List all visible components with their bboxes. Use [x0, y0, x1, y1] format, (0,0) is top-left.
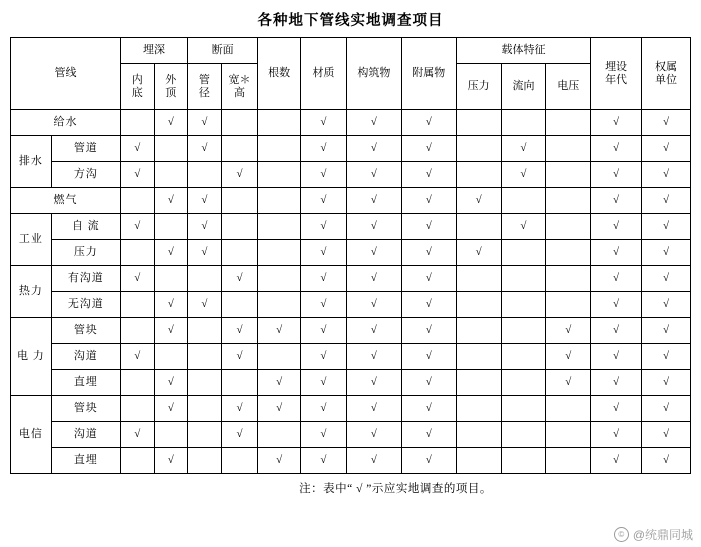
cell-checked: √	[120, 162, 154, 188]
header-col-mainiandai-line2: 年代	[605, 73, 628, 86]
cell-empty	[258, 188, 301, 214]
cell-checked: √	[642, 188, 691, 214]
cell-empty	[221, 292, 258, 318]
row-subcategory-label: 有沟道	[51, 266, 120, 292]
cell-checked: √	[401, 292, 456, 318]
header-col-quanshu-line1: 权属	[655, 61, 677, 74]
cell-checked: √	[642, 318, 691, 344]
cell-checked: √	[642, 344, 691, 370]
cell-checked: √	[301, 344, 347, 370]
cell-empty	[546, 110, 591, 136]
row-subcategory-label: 管道	[51, 136, 120, 162]
cell-checked: √	[591, 110, 642, 136]
header-col-kuangao	[221, 64, 258, 110]
cell-empty	[258, 240, 301, 266]
cell-empty	[501, 318, 546, 344]
cell-checked: √	[346, 214, 401, 240]
cell-empty	[456, 292, 501, 318]
cell-empty	[188, 344, 222, 370]
row-category-label: 给水	[11, 110, 121, 136]
cell-empty	[120, 396, 154, 422]
row-subcategory-label: 无沟道	[51, 292, 120, 318]
cell-checked: √	[188, 292, 222, 318]
cell-empty	[258, 292, 301, 318]
cell-empty	[258, 136, 301, 162]
cell-checked: √	[591, 162, 642, 188]
header-col-mainiandai	[591, 38, 642, 110]
cell-empty	[258, 214, 301, 240]
cell-empty	[221, 136, 258, 162]
cell-checked: √	[301, 110, 347, 136]
cell-empty	[258, 344, 301, 370]
header-group-zaititezheng: 载体特征	[456, 38, 590, 64]
cell-checked: √	[591, 370, 642, 396]
cell-empty	[120, 240, 154, 266]
cell-checked: √	[154, 448, 188, 474]
cell-checked: √	[346, 344, 401, 370]
header-col-guanjing-line1: 管	[198, 74, 210, 87]
row-category-label: 燃气	[11, 188, 121, 214]
cell-empty	[221, 110, 258, 136]
cell-empty	[258, 422, 301, 448]
cell-checked: √	[642, 214, 691, 240]
row-category-label: 排水	[11, 136, 52, 188]
cell-checked: √	[154, 292, 188, 318]
header-col-mainiandai-line1: 埋设	[605, 61, 628, 74]
cell-checked: √	[401, 214, 456, 240]
cell-checked: √	[591, 240, 642, 266]
cell-checked: √	[401, 370, 456, 396]
cell-empty	[120, 370, 154, 396]
cell-empty	[258, 110, 301, 136]
cell-checked: √	[301, 292, 347, 318]
header-col-gouzhuwu: 构筑物	[346, 38, 401, 110]
copyright-icon: ©	[614, 527, 629, 542]
cell-checked: √	[591, 422, 642, 448]
row-category-label: 热力	[11, 266, 52, 318]
cell-empty	[501, 110, 546, 136]
cell-empty	[154, 266, 188, 292]
cell-empty	[456, 162, 501, 188]
cell-empty	[456, 136, 501, 162]
row-subcategory-label: 方沟	[51, 162, 120, 188]
row-subcategory-label: 压力	[51, 240, 120, 266]
cell-checked: √	[346, 240, 401, 266]
cell-checked: √	[221, 266, 258, 292]
cell-checked: √	[456, 188, 501, 214]
header-col-yali: 压力	[456, 64, 501, 110]
cell-checked: √	[591, 344, 642, 370]
cell-empty	[221, 240, 258, 266]
cell-checked: √	[301, 162, 347, 188]
cell-empty	[188, 370, 222, 396]
cell-checked: √	[642, 370, 691, 396]
cell-checked: √	[120, 214, 154, 240]
cell-checked: √	[301, 136, 347, 162]
cell-checked: √	[301, 448, 347, 474]
row-subcategory-label: 管块	[51, 396, 120, 422]
row-subcategory-label: 直埋	[51, 370, 120, 396]
cell-empty	[188, 162, 222, 188]
cell-checked: √	[154, 396, 188, 422]
cell-empty	[258, 162, 301, 188]
cell-checked: √	[591, 318, 642, 344]
cell-empty	[546, 292, 591, 318]
cell-checked: √	[188, 240, 222, 266]
cell-checked: √	[401, 318, 456, 344]
cell-checked: √	[501, 214, 546, 240]
header-col-neidi-line1: 内	[131, 74, 143, 87]
cell-empty	[501, 292, 546, 318]
cell-checked: √	[346, 266, 401, 292]
cell-empty	[188, 422, 222, 448]
cell-checked: √	[346, 136, 401, 162]
table-row	[11, 136, 691, 162]
cell-checked: √	[546, 318, 591, 344]
cell-empty	[456, 396, 501, 422]
cell-empty	[120, 318, 154, 344]
cell-checked: √	[154, 318, 188, 344]
header-corner-label: 管线	[11, 38, 121, 110]
cell-empty	[258, 266, 301, 292]
cell-checked: √	[301, 318, 347, 344]
cell-checked: √	[154, 240, 188, 266]
cell-empty	[120, 188, 154, 214]
watermark-text: @统鼎同城	[632, 528, 693, 542]
cell-empty	[501, 422, 546, 448]
header-group-duanmian: 断面	[188, 38, 258, 64]
cell-checked: √	[120, 266, 154, 292]
table-row	[11, 188, 691, 214]
header-col-neidi-line2: 底	[131, 86, 143, 99]
cell-checked: √	[301, 240, 347, 266]
table-row	[11, 162, 691, 188]
cell-checked: √	[401, 266, 456, 292]
cell-empty	[546, 136, 591, 162]
cell-empty	[188, 266, 222, 292]
cell-empty	[154, 214, 188, 240]
cell-empty	[546, 396, 591, 422]
table-row	[11, 240, 691, 266]
cell-empty	[546, 162, 591, 188]
cell-checked: √	[591, 448, 642, 474]
cell-checked: √	[642, 240, 691, 266]
cell-checked: √	[346, 188, 401, 214]
cell-checked: √	[346, 162, 401, 188]
cell-checked: √	[154, 370, 188, 396]
header-col-genshu: 根数	[258, 38, 301, 110]
table-header	[11, 38, 691, 110]
cell-empty	[120, 110, 154, 136]
cell-checked: √	[642, 110, 691, 136]
cell-checked: √	[221, 396, 258, 422]
cell-empty	[501, 240, 546, 266]
cell-checked: √	[346, 110, 401, 136]
table-row	[11, 214, 691, 240]
cell-empty	[456, 110, 501, 136]
cell-checked: √	[154, 110, 188, 136]
cell-checked: √	[258, 448, 301, 474]
cell-checked: √	[188, 214, 222, 240]
cell-empty	[221, 370, 258, 396]
cell-checked: √	[346, 370, 401, 396]
cell-empty	[546, 422, 591, 448]
row-category-label: 电 力	[11, 318, 52, 396]
header-col-kuangao-line2: 高	[233, 86, 245, 99]
table-note: 注：表中“ √ ”示应实地调查的项目。	[299, 483, 492, 495]
watermark	[614, 526, 693, 543]
cell-empty	[188, 318, 222, 344]
cell-checked: √	[120, 136, 154, 162]
cell-empty	[501, 266, 546, 292]
cell-checked: √	[221, 344, 258, 370]
table-row	[11, 344, 691, 370]
cell-empty	[501, 396, 546, 422]
row-category-label: 工业	[11, 214, 52, 266]
header-col-neidi	[120, 64, 154, 110]
cell-checked: √	[401, 188, 456, 214]
page-title: 各种地下管线实地调查项目	[257, 13, 444, 29]
cell-checked: √	[188, 136, 222, 162]
cell-checked: √	[258, 396, 301, 422]
cell-checked: √	[346, 318, 401, 344]
cell-empty	[501, 344, 546, 370]
cell-empty	[221, 188, 258, 214]
cell-checked: √	[642, 448, 691, 474]
cell-checked: √	[642, 136, 691, 162]
table-row	[11, 292, 691, 318]
cell-checked: √	[401, 396, 456, 422]
cell-empty	[154, 136, 188, 162]
cell-empty	[546, 240, 591, 266]
cell-checked: √	[591, 188, 642, 214]
cell-empty	[456, 266, 501, 292]
cell-checked: √	[546, 370, 591, 396]
header-col-caizhi: 材质	[301, 38, 347, 110]
cell-empty	[546, 214, 591, 240]
cell-checked: √	[301, 214, 347, 240]
cell-empty	[501, 370, 546, 396]
cell-checked: √	[546, 344, 591, 370]
row-subcategory-label: 沟道	[51, 344, 120, 370]
cell-checked: √	[188, 188, 222, 214]
cell-empty	[120, 448, 154, 474]
cell-empty	[546, 448, 591, 474]
cell-checked: √	[591, 136, 642, 162]
cell-checked: √	[258, 370, 301, 396]
cell-checked: √	[301, 188, 347, 214]
row-subcategory-label: 沟道	[51, 422, 120, 448]
cell-checked: √	[642, 396, 691, 422]
cell-checked: √	[346, 396, 401, 422]
table-row	[11, 318, 691, 344]
cell-checked: √	[401, 110, 456, 136]
cell-empty	[456, 344, 501, 370]
header-col-waiding-line2: 顶	[165, 86, 177, 99]
cell-empty	[120, 292, 154, 318]
cell-checked: √	[258, 318, 301, 344]
cell-checked: √	[154, 188, 188, 214]
cell-checked: √	[591, 214, 642, 240]
header-group-row	[11, 38, 691, 64]
row-category-label: 电信	[11, 396, 52, 474]
header-col-waiding	[154, 64, 188, 110]
cell-empty	[546, 266, 591, 292]
table-row	[11, 370, 691, 396]
cell-empty	[456, 370, 501, 396]
cell-checked: √	[401, 344, 456, 370]
header-col-kuangao-line1: 宽＊	[228, 74, 251, 87]
cell-checked: √	[501, 162, 546, 188]
cell-checked: √	[301, 396, 347, 422]
cell-checked: √	[642, 292, 691, 318]
cell-checked: √	[401, 422, 456, 448]
cell-checked: √	[642, 422, 691, 448]
header-col-quanshu	[642, 38, 691, 110]
cell-empty	[546, 188, 591, 214]
row-subcategory-label: 管块	[51, 318, 120, 344]
cell-checked: √	[401, 240, 456, 266]
table-row	[11, 110, 691, 136]
table-row	[11, 448, 691, 474]
cell-checked: √	[456, 240, 501, 266]
table-row	[11, 266, 691, 292]
cell-checked: √	[221, 318, 258, 344]
row-subcategory-label: 直埋	[51, 448, 120, 474]
cell-empty	[501, 188, 546, 214]
cell-checked: √	[120, 422, 154, 448]
survey-table	[10, 37, 691, 474]
cell-checked: √	[301, 266, 347, 292]
cell-empty	[188, 448, 222, 474]
table-row	[11, 396, 691, 422]
table-body	[11, 110, 691, 474]
header-col-guanjing	[188, 64, 222, 110]
cell-empty	[456, 448, 501, 474]
cell-checked: √	[591, 396, 642, 422]
cell-checked: √	[188, 110, 222, 136]
cell-checked: √	[401, 448, 456, 474]
cell-empty	[221, 214, 258, 240]
cell-empty	[456, 214, 501, 240]
cell-empty	[456, 318, 501, 344]
header-col-fushuwu: 附属物	[401, 38, 456, 110]
header-group-maishen: 埋深	[120, 38, 187, 64]
cell-empty	[154, 162, 188, 188]
cell-checked: √	[301, 422, 347, 448]
cell-checked: √	[501, 136, 546, 162]
cell-checked: √	[346, 422, 401, 448]
cell-checked: √	[591, 266, 642, 292]
cell-checked: √	[346, 292, 401, 318]
header-col-waiding-line1: 外	[165, 74, 177, 87]
cell-checked: √	[642, 266, 691, 292]
cell-empty	[221, 448, 258, 474]
header-col-guanjing-line2: 径	[198, 86, 210, 99]
cell-empty	[154, 422, 188, 448]
cell-checked: √	[346, 448, 401, 474]
cell-empty	[154, 344, 188, 370]
cell-checked: √	[401, 136, 456, 162]
cell-empty	[456, 422, 501, 448]
cell-checked: √	[642, 162, 691, 188]
cell-checked: √	[221, 162, 258, 188]
cell-checked: √	[401, 162, 456, 188]
cell-checked: √	[221, 422, 258, 448]
cell-checked: √	[120, 344, 154, 370]
cell-empty	[188, 396, 222, 422]
header-col-quanshu-line2: 单位	[655, 73, 677, 86]
table-row	[11, 422, 691, 448]
header-col-dianya: 电压	[546, 64, 591, 110]
cell-checked: √	[301, 370, 347, 396]
cell-empty	[501, 448, 546, 474]
header-col-liuxiang: 流向	[501, 64, 546, 110]
row-subcategory-label: 自 流	[51, 214, 120, 240]
cell-checked: √	[591, 292, 642, 318]
